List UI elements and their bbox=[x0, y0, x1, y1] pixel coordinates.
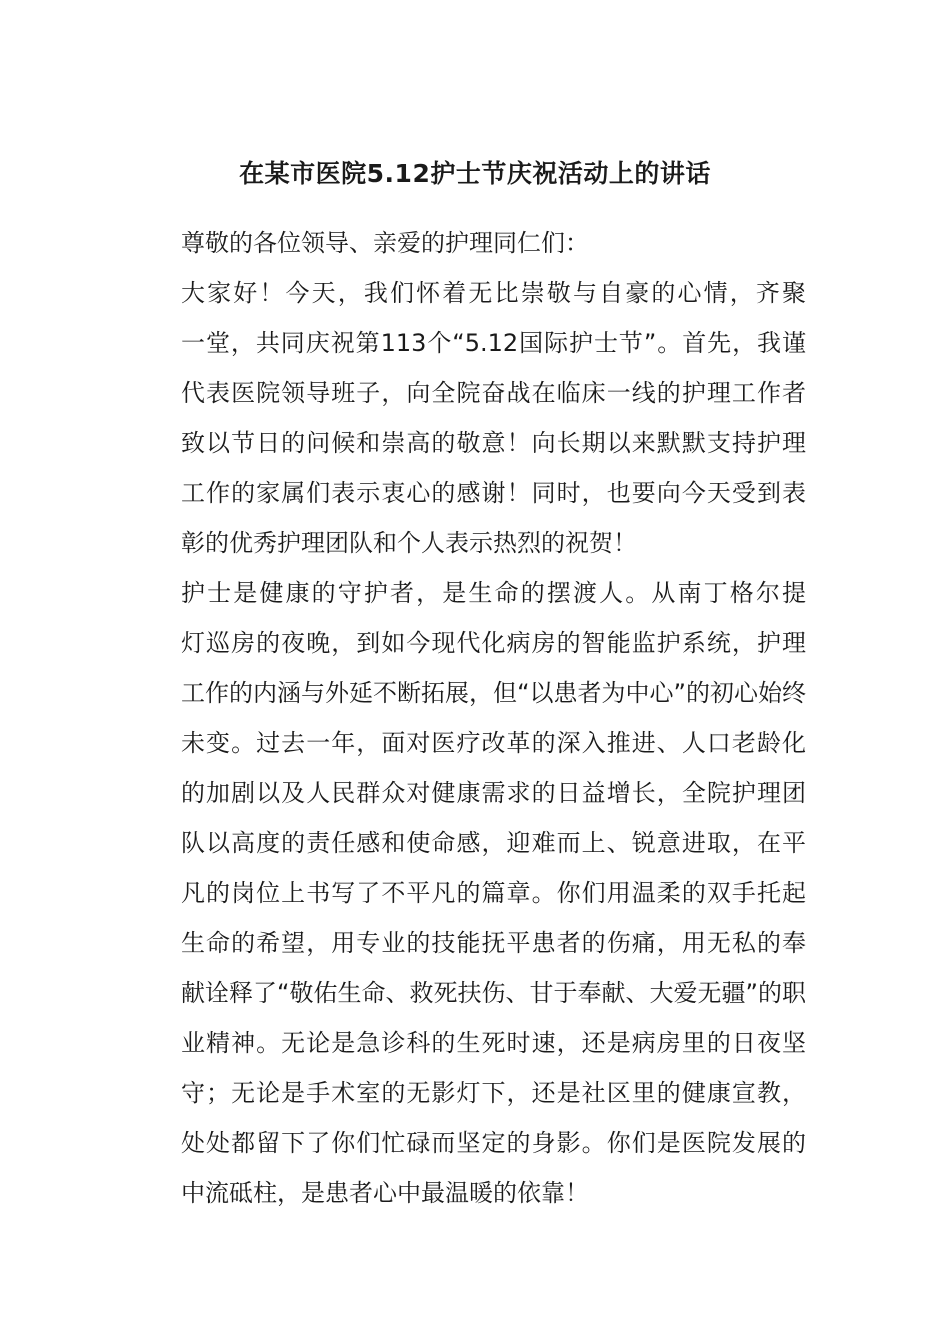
paragraph-greeting bbox=[144, 268, 806, 568]
paragraph-line: 彰的优秀护理团队和个人表示热烈的祝贺！ bbox=[181, 529, 637, 557]
paragraph-line: 未变。过去一年，面对医疗改革的深入推进、人口老龄化 bbox=[181, 729, 806, 757]
paragraph-line: 护士是健康的守护者，是生命的摆渡人。从南丁格尔提 bbox=[181, 579, 806, 607]
paragraph-line: 工作的内涵与外延不断拓展，但“以患者为中心”的初心始终 bbox=[181, 679, 806, 707]
paragraph-nurses-role bbox=[144, 568, 806, 1218]
paragraph-line: 中流砥柱，是患者心中最温暖的依靠！ bbox=[181, 1179, 589, 1207]
paragraph-line: 队以高度的责任感和使命感，迎难而上、锐意进取，在平 bbox=[181, 829, 806, 857]
paragraph-line: 灯巡房的夜晚，到如今现代化病房的智能监护系统，护理 bbox=[181, 629, 806, 657]
paragraph-line: 业精神。无论是急诊科的生死时速，还是病房里的日夜坚 bbox=[181, 1029, 806, 1057]
paragraph-line: 生命的希望，用专业的技能抚平患者的伤痛，用无私的奉 bbox=[181, 929, 806, 957]
paragraph-line: 一堂，共同庆祝第113个“5.12国际护士节”。首先，我谨 bbox=[181, 329, 806, 357]
paragraph-line: 致以节日的问候和崇高的敬意！向长期以来默默支持护理 bbox=[181, 429, 806, 457]
paragraph-line: 大家好！今天，我们怀着无比崇敬与自豪的心情，齐聚 bbox=[181, 279, 806, 307]
salutation-line: 尊敬的各位领导、亲爱的护理同仁们： bbox=[181, 229, 589, 257]
paragraph-line: 守；无论是手术室的无影灯下，还是社区里的健康宣教， bbox=[181, 1079, 806, 1107]
paragraph-line: 处处都留下了你们忙碌而坚定的身影。你们是医院发展的 bbox=[181, 1129, 806, 1157]
paragraph-line: 工作的家属们表示衷心的感谢！同时，也要向今天受到表 bbox=[181, 479, 806, 507]
document-title: 在某市医院5.12护士节庆祝活动上的讲话 bbox=[239, 159, 711, 188]
paragraph-line: 献诠释了“敬佑生命、救死扶伤、甘于奉献、大爱无疆”的职 bbox=[181, 979, 806, 1007]
paragraph-line: 代表医院领导班子，向全院奋战在临床一线的护理工作者 bbox=[181, 379, 806, 407]
document-body bbox=[144, 218, 806, 1218]
paragraph-line: 凡的岗位上书写了不平凡的篇章。你们用温柔的双手托起 bbox=[181, 879, 806, 907]
paragraph-line: 的加剧以及人民群众对健康需求的日益增长，全院护理团 bbox=[181, 779, 806, 807]
salutation-paragraph bbox=[144, 218, 806, 268]
